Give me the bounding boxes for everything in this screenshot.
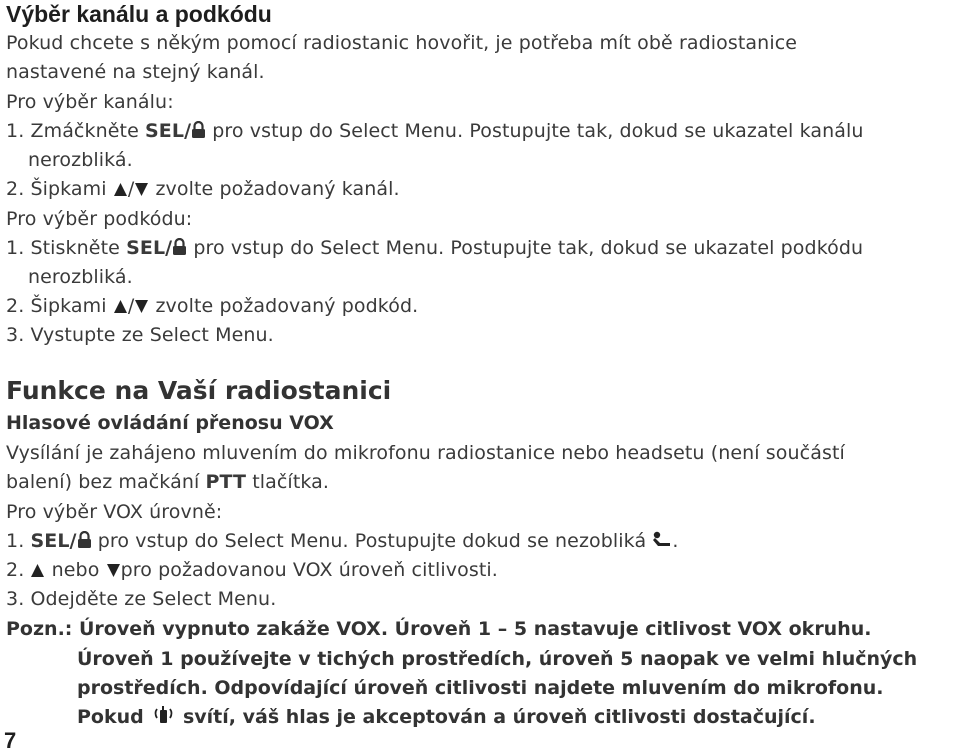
step-text: 2. Šipkami	[6, 178, 113, 200]
step-text: pro vstup do Select Menu. Postupujte dokud se nezobliká	[91, 530, 653, 552]
subcode-heading: Pro výběr podkódu:	[6, 208, 193, 230]
arrow-up-icon	[30, 563, 45, 578]
step-text: pro požadovanou VOX úroveň citlivosti.	[120, 559, 498, 581]
step-text: 1.	[6, 530, 31, 552]
step-text: 1. Zmáčkněte	[6, 120, 145, 142]
step-text: pro vstup do Select Menu. Postupujte tak, dokud se ukazatel podkódu	[187, 237, 864, 259]
slash: /	[127, 295, 135, 317]
section-title-channel: Výběr kanálu a podkódu	[6, 1, 272, 27]
vox-step-2	[6, 557, 498, 583]
sel-label: SEL/	[30, 530, 77, 552]
ptt-label: PTT	[205, 471, 247, 493]
channel-step-1	[6, 118, 864, 144]
note-line-1	[6, 616, 871, 642]
intro-line-2: nastavené na stejný kanál.	[6, 61, 265, 83]
intro-line-1: Pokud chcete s někým pomocí radiostanic hovořit, je potřeba mít obě radiostanice	[6, 32, 798, 54]
text: tlačítka.	[246, 471, 330, 493]
step-text: pro vstup do Select Menu. Postupujte tak, dokud se ukazatel kanálu	[206, 120, 864, 142]
step-text: zvolte požadovaný podkód.	[149, 295, 419, 317]
transmit-icon	[150, 705, 176, 725]
step-text: zvolte požadovaný kanál.	[149, 178, 400, 200]
vox-step-1	[6, 528, 678, 554]
step-text: .	[672, 530, 679, 552]
subcode-step-1	[6, 235, 863, 261]
page-number: 7	[4, 728, 17, 753]
step-text: 2. Šipkami	[6, 295, 113, 317]
channel-step-2	[6, 176, 400, 202]
sel-label: SEL/	[126, 237, 173, 259]
lock-icon	[191, 121, 206, 139]
lock-icon	[172, 238, 187, 256]
vox-heading: Pro výběr VOX úrovně:	[6, 501, 223, 523]
subcode-step-2	[6, 293, 418, 319]
channel-step-1-cont: nerozbliká.	[28, 149, 133, 171]
vox-paragraph-line-1: Vysílání je zahájeno mluvením do mikrofonu radiostanice nebo headsetu (není součástí	[6, 442, 845, 464]
note-line-3: prostředích. Odpovídající úroveň citlivosti najdete mluvením do mikrofonu.	[77, 677, 884, 699]
note-label: Pozn.	[6, 618, 65, 640]
note-line-4	[77, 704, 816, 730]
slash: /	[127, 178, 135, 200]
note-line-2: Úroveň 1 používejte v tichých prostředích, úroveň 5 naopak ve velmi hlučných	[77, 648, 918, 670]
vox-paragraph-line-2	[6, 469, 329, 495]
arrow-down-icon	[106, 563, 121, 578]
subcode-step-1-cont: nerozbliká.	[28, 266, 133, 288]
note-text: Pokud	[77, 706, 151, 728]
section-title-functions: Funkce na Vaší radiostanici	[6, 376, 392, 405]
vox-step-3: 3. Odejděte ze Select Menu.	[6, 588, 277, 610]
step-text: nebo	[45, 559, 106, 581]
sel-label: SEL/	[145, 120, 192, 142]
text: balení) bez mačkání	[6, 471, 206, 493]
arrow-down-icon	[134, 182, 149, 197]
note-text: svítí, váš hlas je akceptován a úroveň citlivosti dostačující.	[176, 706, 816, 728]
subcode-step-3: 3. Vystupte ze Select Menu.	[6, 324, 274, 346]
step-text: 1. Stiskněte	[6, 237, 127, 259]
channel-heading: Pro výběr kanálu:	[6, 91, 174, 113]
arrow-up-icon	[113, 299, 128, 314]
note-text: : Úroveň vypnuto zakáže VOX. Úroveň 1 – 5 nastavuje citlivost VOX okruhu.	[64, 618, 872, 640]
lock-icon	[77, 531, 92, 549]
section-subtitle-vox: Hlasové ovládání přenosu VOX	[6, 412, 334, 434]
step-text: 2.	[6, 559, 31, 581]
arrow-down-icon	[134, 299, 149, 314]
arrow-up-icon	[113, 182, 128, 197]
vox-icon	[652, 531, 672, 549]
